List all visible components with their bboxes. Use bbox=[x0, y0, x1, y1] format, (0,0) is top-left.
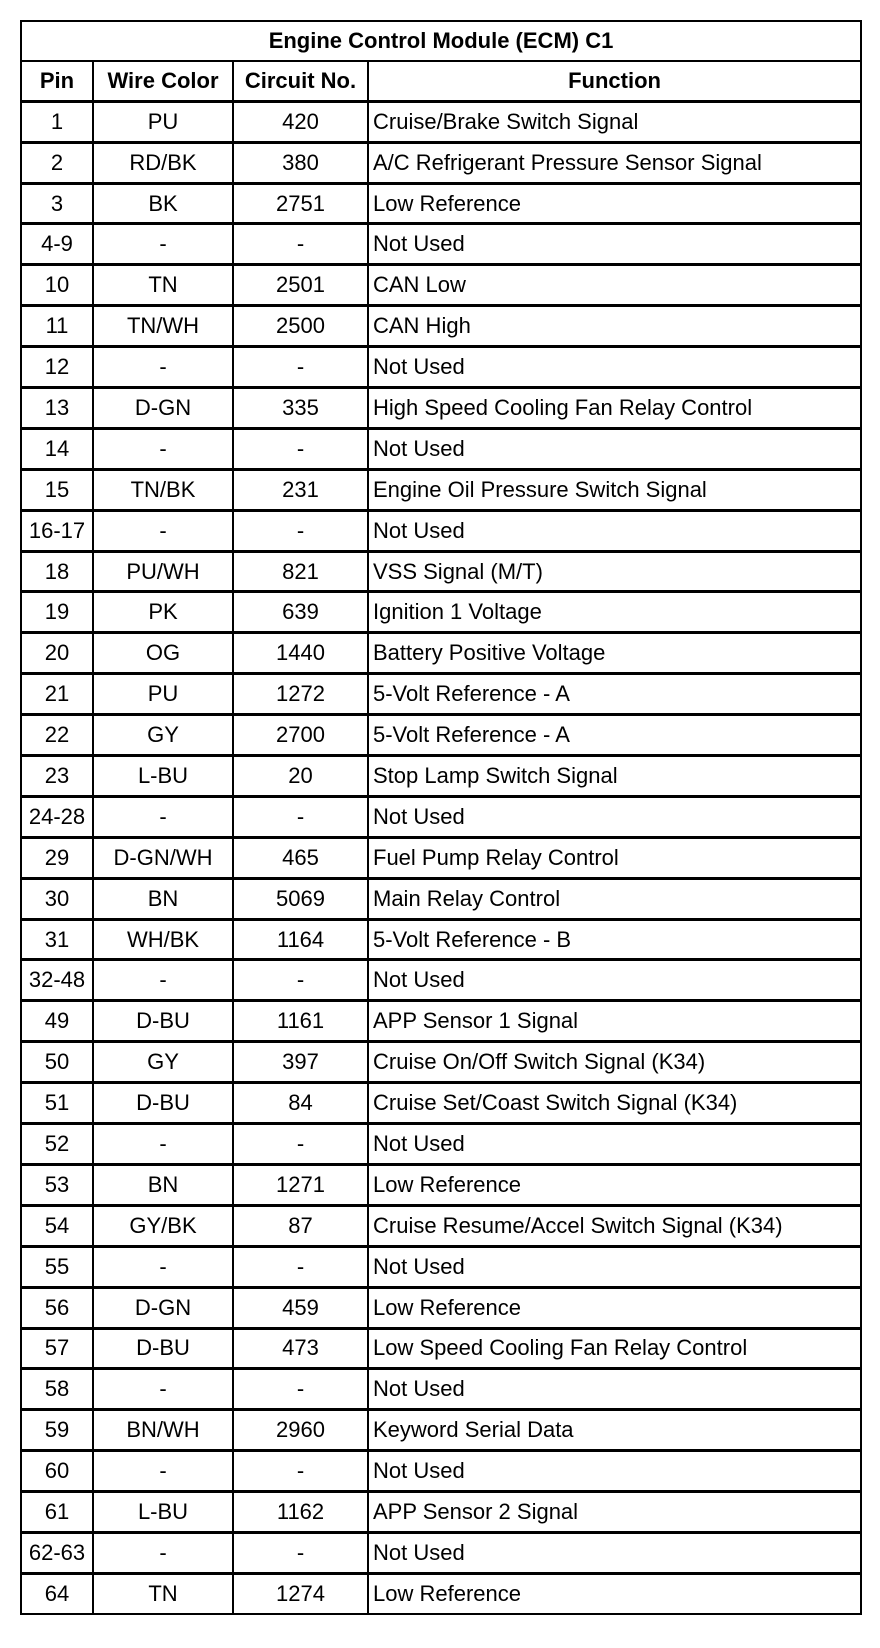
table-row bbox=[21, 1573, 861, 1613]
wire-color-cell: - bbox=[93, 347, 233, 388]
circuit-no-cell: 459 bbox=[233, 1287, 368, 1328]
pin-cell: 11 bbox=[21, 306, 93, 347]
wire-color-cell: - bbox=[93, 1451, 233, 1492]
pin-cell: 15 bbox=[21, 469, 93, 510]
pin-cell: 21 bbox=[21, 674, 93, 715]
pin-cell: 52 bbox=[21, 1124, 93, 1165]
wire-color-cell: D-BU bbox=[93, 1001, 233, 1042]
circuit-no-cell: 84 bbox=[233, 1083, 368, 1124]
table-row bbox=[21, 960, 861, 1001]
function-cell: Low Reference bbox=[368, 183, 861, 224]
function-cell: Cruise Resume/Accel Switch Signal (K34) bbox=[368, 1205, 861, 1246]
function-cell: 5-Volt Reference - A bbox=[368, 715, 861, 756]
pin-cell: 54 bbox=[21, 1205, 93, 1246]
wire-color-cell: PU bbox=[93, 101, 233, 142]
header-pin: Pin bbox=[21, 61, 93, 101]
header-circuit-no: Circuit No. bbox=[233, 61, 368, 101]
function-cell: Not Used bbox=[368, 1369, 861, 1410]
wire-color-cell: PK bbox=[93, 592, 233, 633]
circuit-no-cell: 5069 bbox=[233, 878, 368, 919]
wire-color-cell: - bbox=[93, 224, 233, 265]
circuit-no-cell: 87 bbox=[233, 1205, 368, 1246]
table-row bbox=[21, 551, 861, 592]
table-row bbox=[21, 1042, 861, 1083]
circuit-no-cell: - bbox=[233, 1124, 368, 1165]
circuit-no-cell: - bbox=[233, 428, 368, 469]
wire-color-cell: BN bbox=[93, 878, 233, 919]
table-row bbox=[21, 674, 861, 715]
function-cell: Fuel Pump Relay Control bbox=[368, 837, 861, 878]
function-cell: Not Used bbox=[368, 510, 861, 551]
table-row bbox=[21, 1492, 861, 1533]
function-cell: Not Used bbox=[368, 1124, 861, 1165]
table-row bbox=[21, 388, 861, 429]
table-row bbox=[21, 1287, 861, 1328]
pin-cell: 49 bbox=[21, 1001, 93, 1042]
wire-color-cell: D-GN bbox=[93, 388, 233, 429]
pin-cell: 22 bbox=[21, 715, 93, 756]
table-title: Engine Control Module (ECM) C1 bbox=[21, 21, 861, 61]
function-cell: Not Used bbox=[368, 1246, 861, 1287]
table-row bbox=[21, 1124, 861, 1165]
table-row bbox=[21, 715, 861, 756]
function-cell: Cruise/Brake Switch Signal bbox=[368, 101, 861, 142]
circuit-no-cell: 1274 bbox=[233, 1573, 368, 1613]
wire-color-cell: - bbox=[93, 1369, 233, 1410]
wire-color-cell: D-GN bbox=[93, 1287, 233, 1328]
function-cell: Low Reference bbox=[368, 1164, 861, 1205]
table-row bbox=[21, 1369, 861, 1410]
function-cell: Ignition 1 Voltage bbox=[368, 592, 861, 633]
function-cell: Engine Oil Pressure Switch Signal bbox=[368, 469, 861, 510]
pin-cell: 18 bbox=[21, 551, 93, 592]
wire-color-cell: - bbox=[93, 960, 233, 1001]
circuit-no-cell: 1440 bbox=[233, 633, 368, 674]
pin-cell: 23 bbox=[21, 756, 93, 797]
function-cell: A/C Refrigerant Pressure Sensor Signal bbox=[368, 142, 861, 183]
header-wire-color: Wire Color bbox=[93, 61, 233, 101]
wire-color-cell: - bbox=[93, 510, 233, 551]
pin-cell: 4-9 bbox=[21, 224, 93, 265]
table-row bbox=[21, 1410, 861, 1451]
pin-cell: 31 bbox=[21, 919, 93, 960]
function-cell: Not Used bbox=[368, 347, 861, 388]
circuit-no-cell: - bbox=[233, 1369, 368, 1410]
circuit-no-cell: 473 bbox=[233, 1328, 368, 1369]
function-cell: CAN Low bbox=[368, 265, 861, 306]
circuit-no-cell: 465 bbox=[233, 837, 368, 878]
wire-color-cell: GY/BK bbox=[93, 1205, 233, 1246]
function-cell: 5-Volt Reference - A bbox=[368, 674, 861, 715]
table-row bbox=[21, 306, 861, 347]
function-cell: Main Relay Control bbox=[368, 878, 861, 919]
circuit-no-cell: 2960 bbox=[233, 1410, 368, 1451]
circuit-no-cell: 420 bbox=[233, 101, 368, 142]
wire-color-cell: - bbox=[93, 1532, 233, 1573]
table-row bbox=[21, 142, 861, 183]
table-row bbox=[21, 428, 861, 469]
function-cell: Not Used bbox=[368, 1532, 861, 1573]
circuit-no-cell: - bbox=[233, 510, 368, 551]
pin-cell: 59 bbox=[21, 1410, 93, 1451]
pin-cell: 58 bbox=[21, 1369, 93, 1410]
table-row bbox=[21, 1001, 861, 1042]
table-row bbox=[21, 756, 861, 797]
wire-color-cell: GY bbox=[93, 1042, 233, 1083]
circuit-no-cell: - bbox=[233, 1532, 368, 1573]
table-row bbox=[21, 878, 861, 919]
table-row bbox=[21, 101, 861, 142]
pin-cell: 32-48 bbox=[21, 960, 93, 1001]
circuit-no-cell: 380 bbox=[233, 142, 368, 183]
table-row bbox=[21, 837, 861, 878]
function-cell: APP Sensor 1 Signal bbox=[368, 1001, 861, 1042]
wire-color-cell: D-BU bbox=[93, 1083, 233, 1124]
pin-cell: 20 bbox=[21, 633, 93, 674]
wire-color-cell: L-BU bbox=[93, 1492, 233, 1533]
wire-color-cell: BK bbox=[93, 183, 233, 224]
header-function: Function bbox=[368, 61, 861, 101]
function-cell: Not Used bbox=[368, 796, 861, 837]
circuit-no-cell: 231 bbox=[233, 469, 368, 510]
wire-color-cell: BN bbox=[93, 1164, 233, 1205]
wire-color-cell: TN/WH bbox=[93, 306, 233, 347]
ecm-c1-pinout-table bbox=[20, 20, 862, 1615]
wire-color-cell: D-GN/WH bbox=[93, 837, 233, 878]
function-cell: Battery Positive Voltage bbox=[368, 633, 861, 674]
table-row bbox=[21, 469, 861, 510]
table-row bbox=[21, 796, 861, 837]
circuit-no-cell: 821 bbox=[233, 551, 368, 592]
function-cell: Low Reference bbox=[368, 1573, 861, 1613]
table-row bbox=[21, 265, 861, 306]
table-body bbox=[21, 101, 861, 1613]
pin-cell: 2 bbox=[21, 142, 93, 183]
pin-cell: 13 bbox=[21, 388, 93, 429]
table-row bbox=[21, 510, 861, 551]
circuit-no-cell: 2751 bbox=[233, 183, 368, 224]
circuit-no-cell: - bbox=[233, 796, 368, 837]
table-row bbox=[21, 919, 861, 960]
wire-color-cell: WH/BK bbox=[93, 919, 233, 960]
pin-cell: 53 bbox=[21, 1164, 93, 1205]
table-row bbox=[21, 1328, 861, 1369]
function-cell: Not Used bbox=[368, 428, 861, 469]
function-cell: VSS Signal (M/T) bbox=[368, 551, 861, 592]
function-cell: Low Speed Cooling Fan Relay Control bbox=[368, 1328, 861, 1369]
wire-color-cell: - bbox=[93, 1246, 233, 1287]
pin-cell: 60 bbox=[21, 1451, 93, 1492]
pin-cell: 10 bbox=[21, 265, 93, 306]
pin-cell: 30 bbox=[21, 878, 93, 919]
function-cell: 5-Volt Reference - B bbox=[368, 919, 861, 960]
circuit-no-cell: 639 bbox=[233, 592, 368, 633]
pin-cell: 12 bbox=[21, 347, 93, 388]
table-row bbox=[21, 633, 861, 674]
table-row bbox=[21, 347, 861, 388]
pin-cell: 64 bbox=[21, 1573, 93, 1613]
wire-color-cell: OG bbox=[93, 633, 233, 674]
wire-color-cell: PU bbox=[93, 674, 233, 715]
table-row bbox=[21, 1164, 861, 1205]
wire-color-cell: RD/BK bbox=[93, 142, 233, 183]
table-row bbox=[21, 1532, 861, 1573]
wire-color-cell: TN bbox=[93, 1573, 233, 1613]
function-cell: High Speed Cooling Fan Relay Control bbox=[368, 388, 861, 429]
wire-color-cell: TN/BK bbox=[93, 469, 233, 510]
table-header-row bbox=[21, 61, 861, 101]
function-cell: Low Reference bbox=[368, 1287, 861, 1328]
circuit-no-cell: 1271 bbox=[233, 1164, 368, 1205]
pin-cell: 51 bbox=[21, 1083, 93, 1124]
wire-color-cell: TN bbox=[93, 265, 233, 306]
function-cell: Cruise Set/Coast Switch Signal (K34) bbox=[368, 1083, 861, 1124]
circuit-no-cell: 20 bbox=[233, 756, 368, 797]
function-cell: Not Used bbox=[368, 224, 861, 265]
pin-cell: 62-63 bbox=[21, 1532, 93, 1573]
circuit-no-cell: 2700 bbox=[233, 715, 368, 756]
wire-color-cell: PU/WH bbox=[93, 551, 233, 592]
circuit-no-cell: 1164 bbox=[233, 919, 368, 960]
circuit-no-cell: - bbox=[233, 224, 368, 265]
wire-color-cell: - bbox=[93, 796, 233, 837]
function-cell: CAN High bbox=[368, 306, 861, 347]
pin-cell: 57 bbox=[21, 1328, 93, 1369]
circuit-no-cell: - bbox=[233, 347, 368, 388]
pin-cell: 55 bbox=[21, 1246, 93, 1287]
table-row bbox=[21, 1205, 861, 1246]
pin-cell: 29 bbox=[21, 837, 93, 878]
circuit-no-cell: - bbox=[233, 1246, 368, 1287]
function-cell: APP Sensor 2 Signal bbox=[368, 1492, 861, 1533]
circuit-no-cell: 1272 bbox=[233, 674, 368, 715]
circuit-no-cell: 2500 bbox=[233, 306, 368, 347]
table-row bbox=[21, 1083, 861, 1124]
pin-cell: 24-28 bbox=[21, 796, 93, 837]
pin-cell: 19 bbox=[21, 592, 93, 633]
pin-cell: 14 bbox=[21, 428, 93, 469]
wire-color-cell: D-BU bbox=[93, 1328, 233, 1369]
wire-color-cell: - bbox=[93, 1124, 233, 1165]
table-row bbox=[21, 183, 861, 224]
function-cell: Not Used bbox=[368, 960, 861, 1001]
circuit-no-cell: - bbox=[233, 1451, 368, 1492]
circuit-no-cell: 335 bbox=[233, 388, 368, 429]
wire-color-cell: GY bbox=[93, 715, 233, 756]
table-row bbox=[21, 1246, 861, 1287]
table-row bbox=[21, 592, 861, 633]
pin-cell: 1 bbox=[21, 101, 93, 142]
pin-cell: 56 bbox=[21, 1287, 93, 1328]
pin-cell: 50 bbox=[21, 1042, 93, 1083]
circuit-no-cell: 397 bbox=[233, 1042, 368, 1083]
function-cell: Keyword Serial Data bbox=[368, 1410, 861, 1451]
pin-cell: 16-17 bbox=[21, 510, 93, 551]
table-row bbox=[21, 224, 861, 265]
circuit-no-cell: - bbox=[233, 960, 368, 1001]
circuit-no-cell: 1162 bbox=[233, 1492, 368, 1533]
pin-cell: 3 bbox=[21, 183, 93, 224]
function-cell: Stop Lamp Switch Signal bbox=[368, 756, 861, 797]
table-title-row bbox=[21, 21, 861, 61]
pin-cell: 61 bbox=[21, 1492, 93, 1533]
wire-color-cell: - bbox=[93, 428, 233, 469]
wire-color-cell: BN/WH bbox=[93, 1410, 233, 1451]
function-cell: Cruise On/Off Switch Signal (K34) bbox=[368, 1042, 861, 1083]
wire-color-cell: L-BU bbox=[93, 756, 233, 797]
circuit-no-cell: 1161 bbox=[233, 1001, 368, 1042]
function-cell: Not Used bbox=[368, 1451, 861, 1492]
circuit-no-cell: 2501 bbox=[233, 265, 368, 306]
table-row bbox=[21, 1451, 861, 1492]
